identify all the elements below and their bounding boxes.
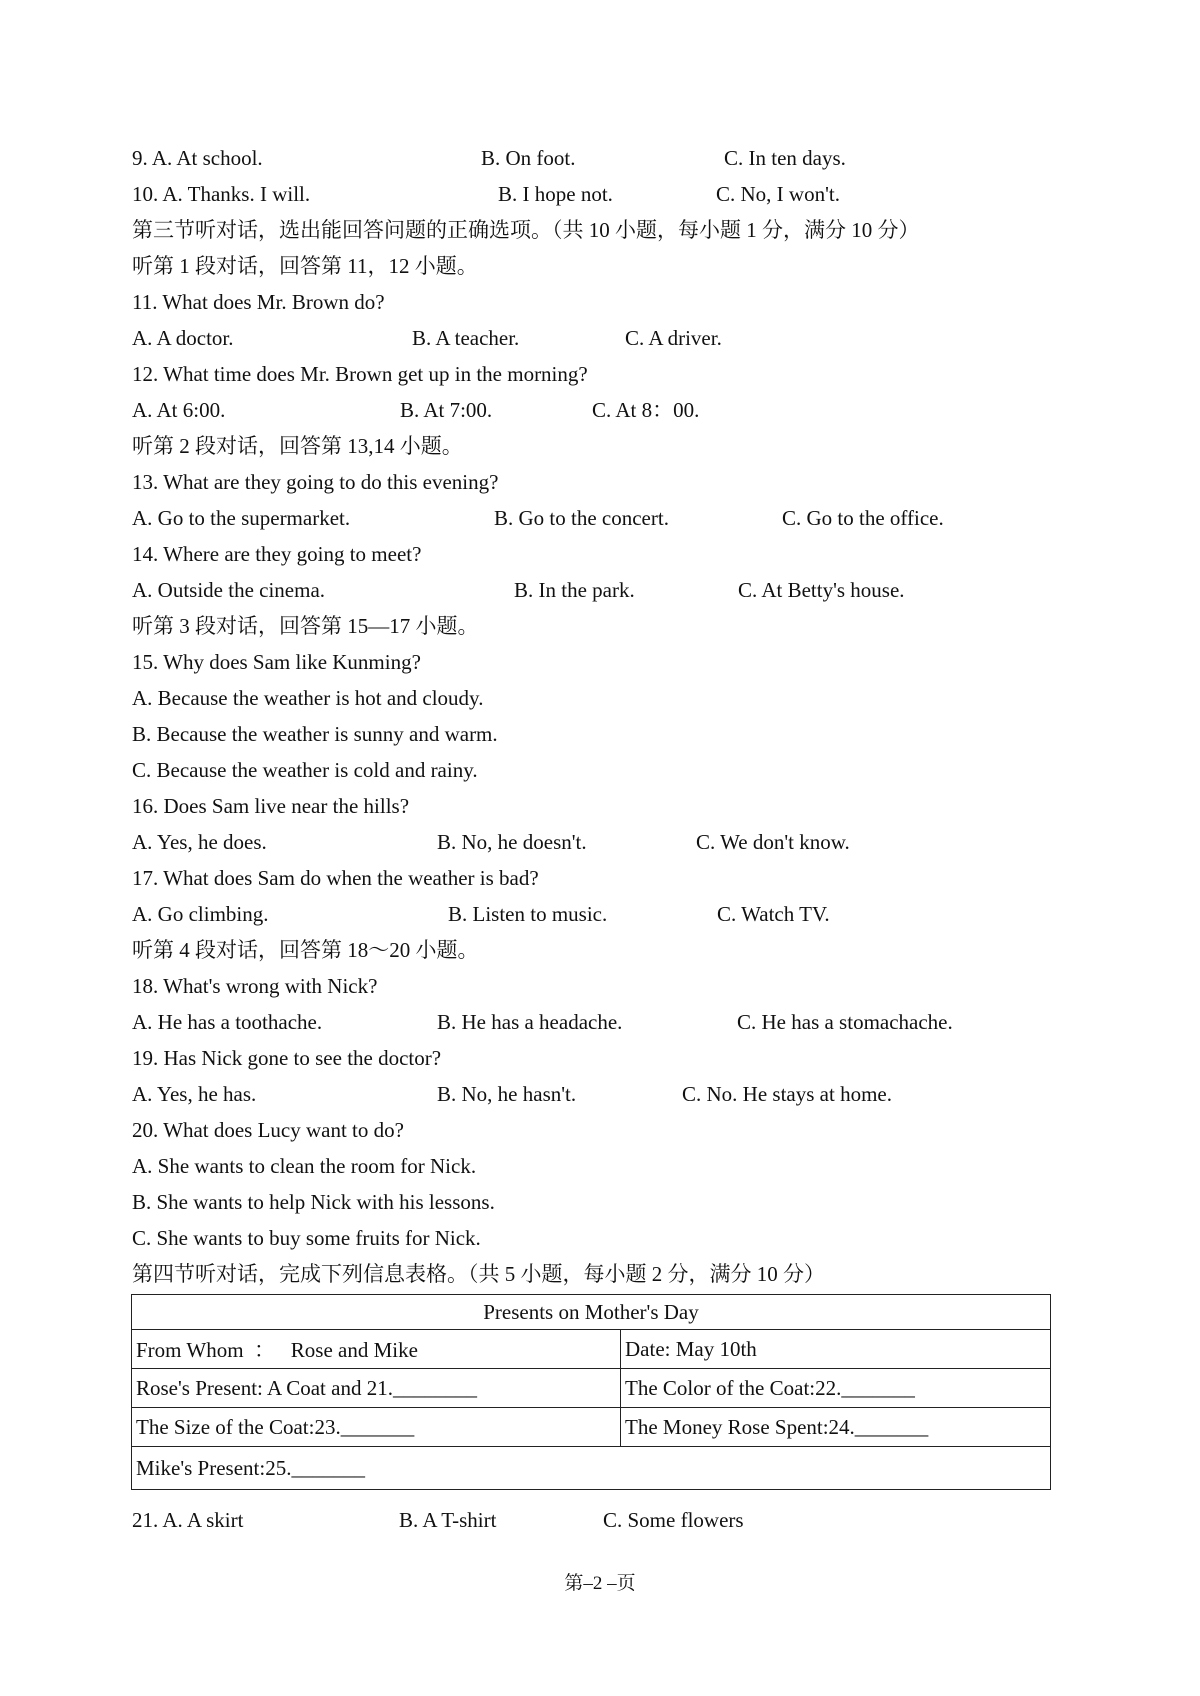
option-a: A. He has a toothache. (132, 1010, 323, 1034)
options-line (132, 1076, 1092, 1112)
option-b: B. He has a headache. (437, 1010, 623, 1034)
text-line: 20. What does Lucy want to do? (132, 1118, 404, 1142)
text-line: 听第 1 段对话，回答第 11，12 小题。 (132, 254, 478, 278)
table-cell: The Color of the Coat:22._______ (621, 1369, 1051, 1408)
option-b: B. In the park. (514, 578, 635, 602)
option-c: C. A driver. (625, 326, 722, 350)
table-cell: Mike's Present:25._______ (132, 1447, 1051, 1490)
options-line (132, 176, 1092, 212)
option-a: A. Go to the supermarket. (132, 506, 351, 530)
text-line: 第三节听对话，选出能回答问题的正确选项。（共 10 小题，每小题 1 分，满分 10 分） (132, 218, 920, 242)
options-line (132, 572, 1092, 608)
table-cell: From Whom ： Rose and Mike (132, 1330, 621, 1369)
text-line: A. Because the weather is hot and cloudy. (132, 686, 484, 710)
text-line: B. She wants to help Nick with his lessons. (132, 1190, 495, 1214)
option-a: A. Yes, he has. (132, 1082, 257, 1106)
option-a: A. At 6:00. (132, 398, 226, 422)
options-line (132, 500, 1092, 536)
option-a: 9. A. At school. (132, 146, 263, 170)
option-a: A. A doctor. (132, 326, 234, 350)
option-c: C. Watch TV. (717, 902, 830, 926)
option-b: B. Listen to music. (448, 902, 608, 926)
option-a: A. Go climbing. (132, 902, 269, 926)
option-a: 10. A. Thanks. I will. (132, 182, 311, 206)
options-line (132, 140, 1092, 176)
table-cell: The Money Rose Spent:24._______ (621, 1408, 1051, 1447)
option-c: C. In ten days. (724, 146, 846, 170)
text-line: 16. Does Sam live near the hills? (132, 794, 410, 818)
text-line: C. She wants to buy some fruits for Nick. (132, 1226, 481, 1250)
option-b: B. I hope not. (498, 182, 613, 206)
info-table (131, 1294, 1051, 1490)
option-a: A. Outside the cinema. (132, 578, 326, 602)
options-line (132, 392, 1092, 428)
option-b: B. At 7:00. (400, 398, 493, 422)
text-line: 听第 4 段对话，回答第 18～20 小题。 (132, 938, 479, 962)
option-b: B. No, he hasn't. (437, 1082, 577, 1106)
options-line (132, 320, 1092, 356)
option-c: C. No. He stays at home. (682, 1082, 892, 1106)
page-number: 第–2 –页 (564, 1573, 636, 1594)
text-line: 17. What does Sam do when the weather is bad? (132, 866, 539, 890)
table-cell: Rose's Present: A Coat and 21.________ (132, 1369, 621, 1408)
text-line: A. She wants to clean the room for Nick. (132, 1154, 477, 1178)
option-b: B. No, he doesn't. (437, 830, 587, 854)
option-b: B. A teacher. (412, 326, 520, 350)
table-title: Presents on Mother's Day (132, 1295, 1051, 1330)
option-b: B. A T-shirt (399, 1508, 497, 1532)
option-c: C. We don't know. (696, 830, 850, 854)
table-cell: The Size of the Coat:23._______ (132, 1408, 621, 1447)
option-a: A. Yes, he does. (132, 830, 267, 854)
option-c: C. At Betty's house. (738, 578, 905, 602)
text-line: 听第 2 段对话，回答第 13,14 小题。 (132, 434, 463, 458)
text-line: C. Because the weather is cold and rainy. (132, 758, 478, 782)
text-line: 12. What time does Mr. Brown get up in the morning? (132, 362, 588, 386)
text-line: 14. Where are they going to meet? (132, 542, 422, 566)
options-line (132, 896, 1092, 932)
text-line: 13. What are they going to do this evening? (132, 470, 499, 494)
text-line: 听第 3 段对话，回答第 15—17 小题。 (132, 614, 479, 638)
option-c: C. Some flowers (603, 1508, 744, 1532)
text-line: 19. Has Nick gone to see the doctor? (132, 1046, 442, 1070)
option-c: C. He has a stomachache. (737, 1010, 953, 1034)
option-a: 21. A. A skirt (132, 1508, 244, 1532)
option-c: C. No, I won't. (716, 182, 840, 206)
text-line: 18. What's wrong with Nick? (132, 974, 378, 998)
text-line: 15. Why does Sam like Kunming? (132, 650, 421, 674)
table-cell: Date: May 10th (621, 1330, 1051, 1369)
text-line: 第四节听对话，完成下列信息表格。（共 5 小题，每小题 2 分，满分 10 分） (132, 1262, 825, 1286)
option-b: B. Go to the concert. (494, 506, 669, 530)
text-line: 11. What does Mr. Brown do? (132, 290, 385, 314)
option-b: B. On foot. (481, 146, 576, 170)
option-c: C. At 8：00. (592, 398, 700, 422)
option-c: C. Go to the office. (782, 506, 944, 530)
question-21-options (132, 1502, 1032, 1538)
options-line (132, 824, 1092, 860)
options-line (132, 1004, 1092, 1040)
text-line: B. Because the weather is sunny and warm. (132, 722, 498, 746)
